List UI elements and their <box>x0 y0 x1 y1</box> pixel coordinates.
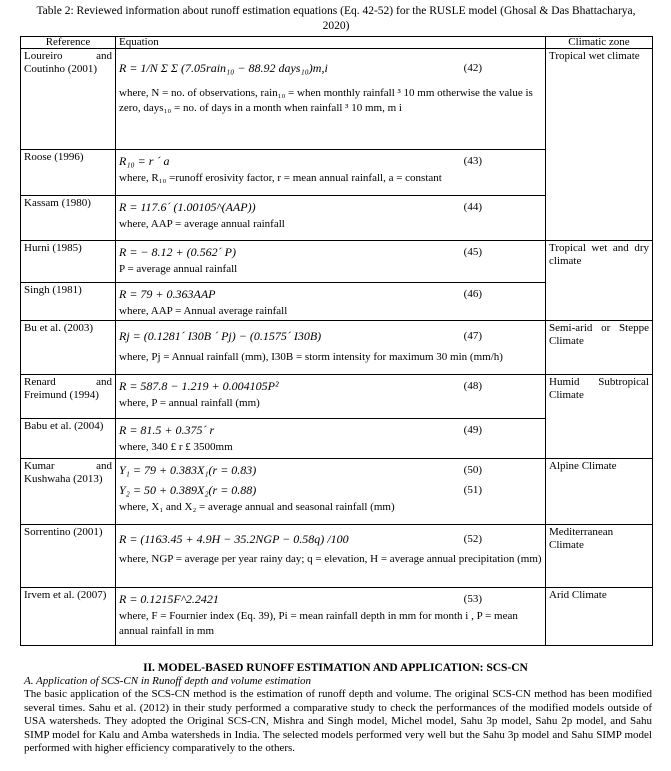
equation-cell <box>116 196 546 241</box>
equation-description: where, NGP = average per year rainy day; q = elevation, H = average annual precipitation (mm) <box>119 553 542 565</box>
equation-description: where, Pj = Annual rainfall (mm), I30B = storm intensity for maximum 30 min (mm/h) <box>119 351 503 363</box>
table-row <box>21 459 653 525</box>
equation: R = 81.5 + 0.375´ r <box>119 422 215 437</box>
reference-cell: Kumar and Kushwaha (2013) <box>21 459 116 525</box>
table-row <box>21 241 653 283</box>
table-row <box>21 49 653 150</box>
section-heading: II. MODEL-BASED RUNOFF ESTIMATION AND APPLICATION: SCS-CN <box>143 662 528 674</box>
equation-number: (52) <box>463 532 482 545</box>
table-row <box>21 321 653 375</box>
equation-cell <box>116 321 546 375</box>
equation: R = 117.6´ (1.00105^(AAP)) <box>119 199 256 214</box>
header-equation: Equation <box>116 37 546 49</box>
table-row <box>21 375 653 419</box>
reference-cell: Irvem et al. (2007) <box>21 588 116 646</box>
equation-description: where, F = Fournier index (Eq. 39), Pi = mean rainfall depth in mm for month i , P = mean annual rainfall in mm <box>119 610 518 637</box>
equation: R = 79 + 0.363AAP <box>119 286 216 301</box>
climatic-zone-cell: Arid Climate <box>546 588 653 646</box>
table-row <box>21 525 653 588</box>
equation-number: (50) <box>463 463 482 476</box>
equation-cell <box>116 150 546 196</box>
equation-cell <box>116 459 546 525</box>
equation-cell <box>116 283 546 321</box>
equation: R = 0.1215F^2.2421 <box>119 591 219 606</box>
equation-description: where, AAP = average annual rainfall <box>119 218 285 230</box>
reference-cell: Hurni (1985) <box>21 241 116 283</box>
runoff-equations-table <box>20 36 653 646</box>
equation-description: where, R₁₀ =runoff erosivity factor, r = mean annual rainfall, a = constant <box>119 172 442 184</box>
table-caption: Table 2: Reviewed information about runoff estimation equations (Eq. 42-52) for the RUSLE model (Ghosal & Das Bhattacharya, 2020) <box>36 5 636 32</box>
subsection-heading: A. Application of SCS-CN in Runoff depth and volume estimation <box>24 675 311 687</box>
reference-cell: Roose (1996) <box>21 150 116 196</box>
climatic-zone-cell: Tropical wet climate <box>546 49 653 241</box>
reference-cell: Babu et al. (2004) <box>21 419 116 459</box>
equation-number: (46) <box>463 287 482 300</box>
table-row <box>21 588 653 646</box>
equation-number: (45) <box>463 245 482 258</box>
equation-number: (51) <box>463 483 482 496</box>
reference-cell: Sorrentino (2001) <box>21 525 116 588</box>
equation-cell <box>116 419 546 459</box>
equation-cell <box>116 588 546 646</box>
equation-cell <box>116 49 546 150</box>
climatic-zone-cell: Humid Subtropical Climate <box>546 375 653 459</box>
equation-number: (42) <box>463 61 482 74</box>
equation: Y₁ = 79 + 0.383X₁(r = 0.83) <box>119 462 257 477</box>
equation-description: where, X₁ and X₂ = average annual and seasonal rainfall (mm) <box>119 501 395 513</box>
climatic-zone-cell: Tropical wet and dry climate <box>546 241 653 321</box>
equation-cell <box>116 525 546 588</box>
climatic-zone-cell: Mediterranean Climate <box>546 525 653 588</box>
reference-cell: Kassam (1980) <box>21 196 116 241</box>
table-header-row <box>21 37 653 49</box>
climatic-zone-cell: Alpine Climate <box>546 459 653 525</box>
equation-description: where, N = no. of observations, rain₁₀ = when monthly rainfall ³ 10 mm otherwise the value is zero, days₁₀ = no. of days in a month when rainfall ³ 10 mm, m i <box>119 87 533 114</box>
equation-number: (48) <box>463 379 482 392</box>
equation: R = (1163.45 + 4.9H − 35.2NGP − 0.58q) /100 <box>119 531 349 546</box>
equation-number: (43) <box>463 154 482 167</box>
equation-number: (53) <box>463 592 482 605</box>
climatic-zone-cell: Semi-arid or Steppe Climate <box>546 321 653 375</box>
equation-description: where, 340 £ r £ 3500mm <box>119 441 233 453</box>
equation-description: where, AAP = Annual average rainfall <box>119 305 288 317</box>
body-paragraph: The basic application of the SCS-CN method is the estimation of runoff depth and volume. The original SCS-CN method has been modified several times. Sahu et al. (2012) in their study performed a comparative study to check the performances of the modified models outside of USA watersheds. They adopted the Original SCS-CN, Mishra and Singh model, Michel model, Sahu 3p model, Sahu 2p model, and Sahu SIMP model for Kalu and Amba watersheds in India. The selected models performed very well but the Sahu 3p model and Sahu SIMP model performed with higher efficiency comparatively to the others. <box>24 688 652 754</box>
header-climatic-zone: Climatic zone <box>546 37 653 49</box>
equation-description: P = average annual rainfall <box>119 263 238 275</box>
equation-number: (49) <box>463 423 482 436</box>
header-reference: Reference <box>21 37 116 49</box>
equation: R = 587.8 − 1.219 + 0.004105P² <box>119 378 279 393</box>
equation: R₁₀ = r ´ a <box>119 153 170 168</box>
equation: Y₂ = 50 + 0.389X₂(r = 0.88) <box>119 482 257 497</box>
equation-cell <box>116 375 546 419</box>
reference-cell: Renard and Freimund (1994) <box>21 375 116 419</box>
equation: R = − 8.12 + (0.562´ P) <box>119 244 236 259</box>
equation-cell <box>116 241 546 283</box>
equation-description: where, P = annual rainfall (mm) <box>119 397 260 409</box>
equation: Rj = (0.1281´ I30B ´ Pj) − (0.1575´ I30B) <box>119 328 322 343</box>
reference-cell: Bu et al. (2003) <box>21 321 116 375</box>
equation-number: (47) <box>463 329 482 342</box>
reference-cell: Loureiro and Coutinho (2001) <box>21 49 116 150</box>
reference-cell: Singh (1981) <box>21 283 116 321</box>
equation-number: (44) <box>463 200 482 213</box>
equation: R = 1/N Σ Σ (7.05rain₁₀ − 88.92 days₁₀)m,i <box>119 60 328 75</box>
